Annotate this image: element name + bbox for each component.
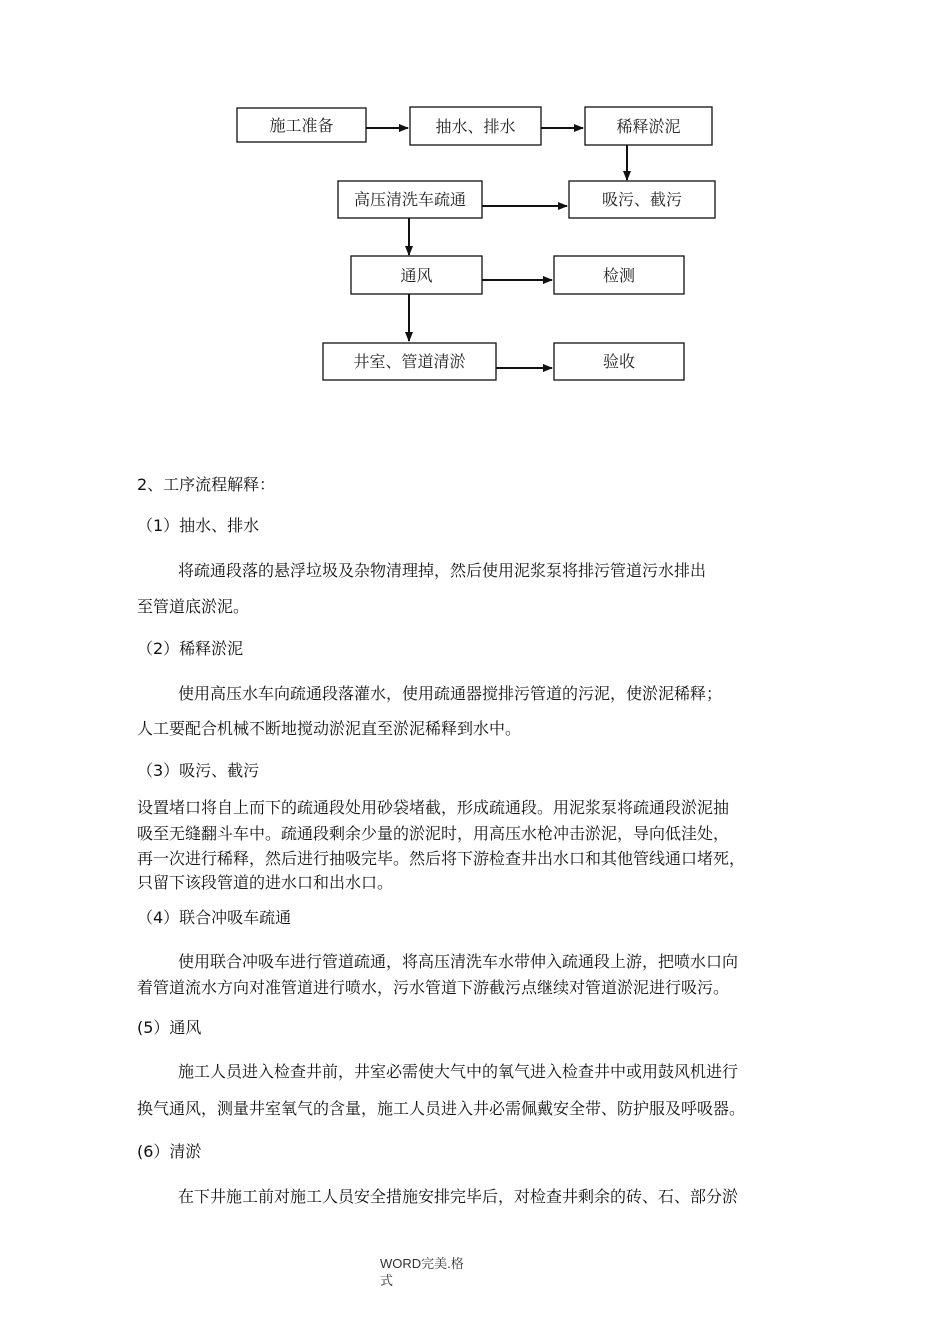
- paragraph-dilute-line-2: 人工要配合机械不断地搅动淤泥直至淤泥稀释到水中。: [137, 719, 522, 738]
- flow-node-vent-label: 通风: [400, 266, 433, 285]
- footer-line-1: WORD完美.格: [380, 1256, 464, 1271]
- flow-node-detect-label: 检测: [602, 266, 636, 285]
- flow-node-jet-label: 高压清洗车疏通: [353, 190, 467, 209]
- paragraph-suction-line-1: 设置堵口将自上而下的疏通段处用砂袋堵截，形成疏通段。用泥浆泵将疏通段淤泥抽: [137, 798, 730, 817]
- paragraph-desilting-line-1: 在下井施工前对施工人员安全措施安排完毕后，对检查井剩余的砖、石、部分淤: [178, 1187, 739, 1206]
- flow-node-detect: [554, 256, 684, 294]
- heading-suction: （3）吸污、截污: [137, 761, 260, 780]
- flow-node-prep: [237, 108, 366, 142]
- flow-node-dilute: [585, 107, 712, 145]
- section-title: 2、工序流程解释：: [137, 475, 276, 494]
- paragraph-ventilation-line-1: 施工人员进入检查井前，井室必需使大气中的氧气进入检查井中或用鼓风机进行: [178, 1062, 739, 1081]
- paragraph-dilute-line-1: 使用高压水车向疏通段落灌水，使用疏通器搅排污管道的污泥，使淤泥稀释；: [178, 684, 723, 703]
- flow-node-pump: [410, 107, 541, 145]
- heading-ventilation: (5）通风: [137, 1018, 202, 1037]
- flow-node-clean-label: 井室、管道清淤: [353, 352, 466, 371]
- flow-node-jet: [338, 181, 482, 218]
- paragraph-suction-line-4: 只留下该段管道的进水口和出水口。: [137, 873, 394, 892]
- heading-dilute: （2）稀释淤泥: [137, 639, 244, 658]
- footer-line-2: 式: [380, 1273, 394, 1288]
- process-flowchart: [0, 0, 950, 420]
- flow-node-clean: [323, 343, 496, 380]
- paragraph-suction-line-3: 再一次进行稀释，然后进行抽吸完毕。然后将下游检查井出水口和其他管线通口堵死，: [137, 849, 746, 868]
- heading-desilting: (6）清淤: [137, 1142, 202, 1161]
- paragraph-combined-line-2: 着管道流水方向对准管道进行喷水，污水管道下游截污点继续对管道淤泥进行吸污。: [137, 978, 730, 997]
- paragraph-ventilation-line-2: 换气通风，测量井室氧气的含量，施工人员进入井必需佩戴安全带、防护服及呼吸器。: [137, 1099, 746, 1118]
- flow-node-suck: [569, 181, 715, 218]
- flow-node-suck-label: 吸污、截污: [601, 190, 683, 209]
- heading-pump-drain: （1）抽水、排水: [137, 516, 260, 535]
- flow-node-accept-label: 验收: [602, 352, 636, 371]
- flow-node-dilute-label: 稀释淤泥: [616, 117, 681, 136]
- paragraph-combined-line-1: 使用联合冲吸车进行管道疏通，将高压清洗车水带伸入疏通段上游，把喷水口向: [178, 952, 739, 971]
- paragraph-pump-line-2: 至管道底淤泥。: [137, 597, 250, 616]
- paragraph-pump-line-1: 将疏通段落的悬浮垃圾及杂物清理掉，然后使用泥浆泵将排污管道污水排出: [178, 561, 707, 580]
- flow-node-prep-label: 施工准备: [269, 116, 334, 135]
- heading-combined-truck: （4）联合冲吸车疏通: [137, 908, 292, 927]
- flow-node-accept: [554, 343, 684, 380]
- paragraph-suction-line-2: 吸至无缝翻斗车中。疏通段剩余少量的淤泥时，用高压水枪冲击淤泥，导向低洼处，: [137, 824, 730, 843]
- flow-node-vent: [351, 256, 482, 294]
- flow-node-pump-label: 抽水、排水: [435, 117, 516, 136]
